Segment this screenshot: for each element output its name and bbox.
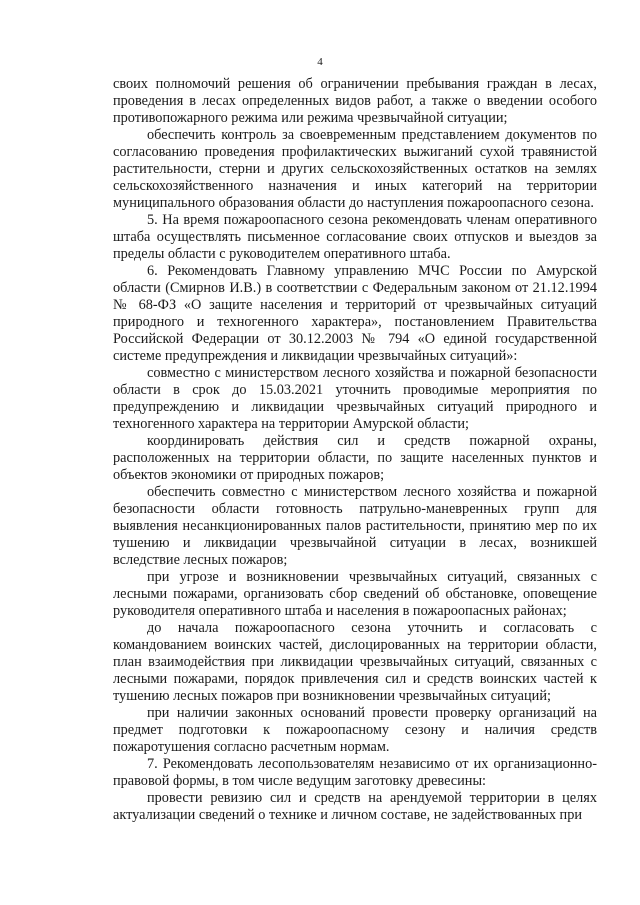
paragraph-emergency-info: при угрозе и возникновении чрезвычайных ситуаций, связанных с лесными пожарами, организовать сбор сведений об обстановке, оповещение руководителя оперативного штаба и населения в пожароопасных районах; (113, 569, 597, 619)
page-number: 4 (317, 56, 323, 68)
document-body (113, 76, 597, 824)
paragraph-military-plan: до начала пожароопасного сезона уточнить и согласовать с командованием воинских частей, дислоцированных на территории области, план взаимодействия при ликвидации чрезвычайных ситуаций, связанных с лесными пожарами, порядок привлечения сил и средств воинских частей к тушению лесных пожаров при возникновении чрезвычайных ситуаций; (113, 620, 597, 704)
paragraph-continuation: своих полномочий решения об ограничении пребывания граждан в лесах, проведения в лесах определенных видов работ, а также о введении особого противопожарного режима или режима чрезвычайной ситуации; (113, 76, 597, 126)
paragraph-coordinate-forces: координировать действия сил и средств пожарной охраны, расположенных на территории области, по защите населенных пунктов и объектов экономики от природных пожаров; (113, 433, 597, 483)
paragraph-audit: провести ревизию сил и средств на арендуемой территории в целях актуализации сведений о технике и личном составе, не задействованных при (113, 790, 597, 823)
paragraph-control-documents: обеспечить контроль за своевременным представлением документов по согласованию проведения профилактических выжиганий сухой травянистой растительности, стерни и других сельскохозяйственных остатков на землях сельскохозяйственного назначения и иных категорий на территории муниципального образования области до наступления пожароопасного сезона. (113, 127, 597, 211)
paragraph-item-5: 5. На время пожароопасного сезона рекомендовать членам оперативного штаба осуществлять письменное согласование своих отпусков и выездов за пределы области с руководителем оперативного штаба. (113, 212, 597, 262)
paragraph-item-6: 6. Рекомендовать Главному управлению МЧС России по Амурской области (Смирнов И.В.) в соответствии с Федеральным законом от 21.12.1994 № 68-ФЗ «О защите населения и территорий от чрезвычайных ситуаций природного и техногенного характера», постановлением Правительства Российской Федерации от 30.12.2003 № 794 «О единой государственной системе предупреждения и ликвидации чрезвычайных ситуаций»: (113, 263, 597, 364)
paragraph-item-7: 7. Рекомендовать лесопользователям независимо от их организационно-правовой формы, в том числе ведущим заготовку древесины: (113, 756, 597, 789)
paragraph-joint-measures: совместно с министерством лесного хозяйства и пожарной безопасности области в срок до 15.03.2021 уточнить проводимые мероприятия по предупреждению и ликвидации чрезвычайных ситуаций природного и техногенного характера на территории Амурской области; (113, 365, 597, 432)
paragraph-patrol-groups: обеспечить совместно с министерством лесного хозяйства и пожарной безопасности области готовность патрульно-маневренных групп для выявления несанкционированных палов растительности, принятию мер по их тушению и ликвидации чрезвычайной ситуации в лесах, возникшей вследствие лесных пожаров; (113, 484, 597, 568)
paragraph-inspection: при наличии законных оснований провести проверку организаций на предмет подготовки к пожароопасному сезону и наличия средств пожаротушения согласно расчетным нормам. (113, 705, 597, 755)
